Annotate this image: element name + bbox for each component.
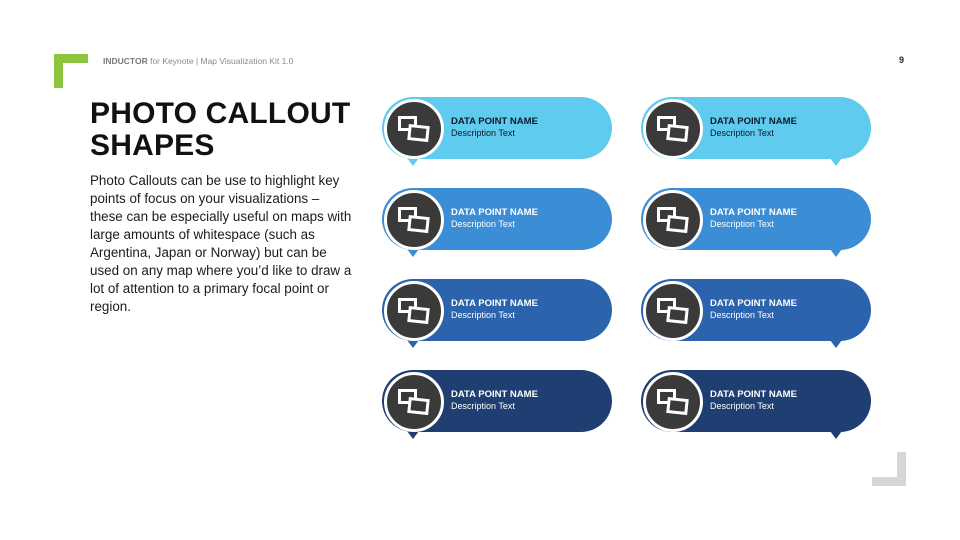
header-brand: INDUCTOR (103, 56, 148, 66)
description-text: Description Text (451, 310, 515, 320)
description-text: Description Text (451, 128, 515, 138)
photo-callout-blue-right[interactable] (641, 188, 871, 258)
photo-placeholder[interactable] (643, 99, 703, 159)
callout-tail (407, 431, 419, 439)
description-text: Description Text (710, 128, 774, 138)
page-number: 9 (898, 55, 904, 65)
callout-tail (830, 431, 842, 439)
photo-icon (397, 387, 431, 417)
photo-callout-royal-left[interactable] (382, 279, 612, 349)
photo-callout-navy-left[interactable] (382, 370, 612, 440)
callout-tail (830, 249, 842, 257)
slide-body-text: Photo Callouts can be use to highlight key points of focus on your visualizations – these can be especially useful on maps with large amounts of whitespace (such as Argentina, Japan or Norway) but can be used on any map where you’d like to draw a lot of attention to a primary focal point or region. (90, 173, 352, 314)
corner-accent-bottom-right (872, 452, 906, 486)
description-text: Description Text (451, 401, 515, 411)
photo-callout-blue-left[interactable] (382, 188, 612, 258)
data-point-name: DATA POINT NAME (710, 389, 797, 400)
data-point-name: DATA POINT NAME (451, 389, 538, 400)
photo-icon (397, 114, 431, 144)
photo-placeholder[interactable] (384, 99, 444, 159)
photo-icon (397, 205, 431, 235)
photo-placeholder[interactable] (384, 372, 444, 432)
photo-callout-sky-right[interactable] (641, 97, 871, 167)
header-text (103, 56, 293, 66)
data-point-name: DATA POINT NAME (710, 116, 797, 127)
description-text: Description Text (710, 401, 774, 411)
callout-tail (407, 249, 419, 257)
photo-icon (656, 114, 690, 144)
data-point-name: DATA POINT NAME (451, 298, 538, 309)
callout-tail (407, 340, 419, 348)
photo-placeholder[interactable] (384, 281, 444, 341)
photo-icon (656, 387, 690, 417)
data-point-name: DATA POINT NAME (710, 207, 797, 218)
data-point-name: DATA POINT NAME (451, 207, 538, 218)
header-subtitle: for Keynote | Map Visualization Kit 1.0 (147, 56, 294, 66)
description-text: Description Text (710, 219, 774, 229)
data-point-name: DATA POINT NAME (451, 116, 538, 127)
photo-icon (656, 296, 690, 326)
photo-callout-sky-left[interactable] (382, 97, 612, 167)
photo-placeholder[interactable] (384, 190, 444, 250)
data-point-name: DATA POINT NAME (710, 298, 797, 309)
photo-placeholder[interactable] (643, 372, 703, 432)
photo-placeholder[interactable] (643, 190, 703, 250)
slide-title: PHOTO CALLOUT SHAPES (90, 97, 351, 162)
photo-icon (656, 205, 690, 235)
callout-tail (830, 158, 842, 166)
description-text: Description Text (710, 310, 774, 320)
callout-tail (830, 340, 842, 348)
photo-callout-royal-right[interactable] (641, 279, 871, 349)
corner-accent-top-left (54, 54, 88, 88)
photo-callout-navy-right[interactable] (641, 370, 871, 440)
description-text: Description Text (451, 219, 515, 229)
photo-icon (397, 296, 431, 326)
photo-placeholder[interactable] (643, 281, 703, 341)
callout-tail (407, 158, 419, 166)
